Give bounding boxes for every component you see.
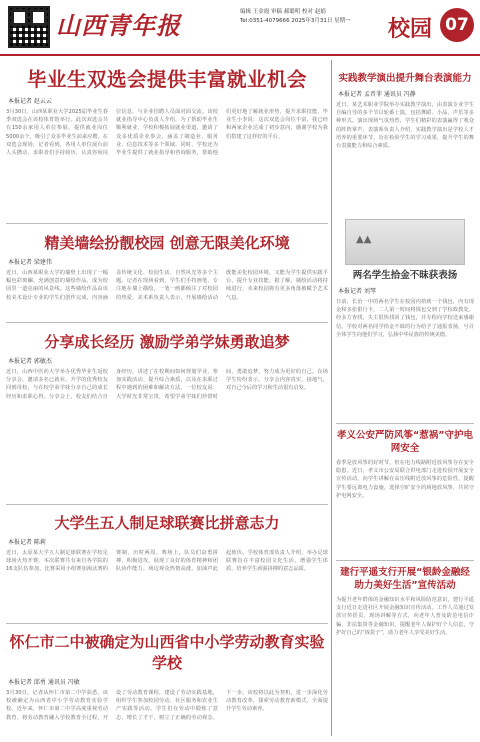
- article-byline: 本报记者 郭敏杰: [8, 358, 52, 365]
- article-body: 3月30日，记者从怀仁市第二中学获悉，该校被确定为山西省中小学劳动教育实验学校。近年来，怀仁市第二中学高度重视劳动教育，将劳动教育融入学校教育全过程，开设了劳动教育课程，建设了劳动实践基地，组织学生参加校园劳动、社区服务和农业生产实践等活动。学生们在劳动中锻炼了意志，增长了才干，树立了正确的劳动观念。下一步，该校将以此为契机，进一步深化劳动教育改革，探索劳动教育新模式，全面提升学生劳动素养。: [6, 690, 328, 721]
- article-byline: 本报记者 梁建伟: [8, 259, 52, 266]
- article-title: 怀仁市二中被确定为山西省中小学劳动教育实验学校: [9, 633, 325, 672]
- article-byline: 本报记者 邱勇 通讯员 冯敏: [8, 679, 80, 686]
- side-article-body: 近日，某艺术职业学院举办实践教学演出，由表演专业学生自编自导的多个节目轮番上演，包括舞蹈、小品、声乐等多种形式。演出现场气氛热烈，学生们精彩的表演赢得了观众的阵阵掌声。表演系负责人介绍，实践教学演出是学校人才培养的重要环节，旨在检验学生的学习成果，提升学生的舞台表演能力和综合素质。: [336, 102, 474, 150]
- side-article-3: [336, 429, 474, 555]
- article-1: [6, 64, 328, 204]
- article-body: 近日，太原某大学五人制足球联赛在学校足球场火热开赛。本次联赛共有来自各学院的16支队伍参加，比赛采用小组赛加淘汰赛的赛制，历时两周。赛场上，队员们奋勇拼搏、积极进攻，展现了良好的体育精神和团队协作能力。场边观众热情高涨，加油声此起彼伏。学校体育部负责人介绍，举办足球联赛旨在丰富校园文化生活，增强学生体质，培养学生顽强拼搏的意志品质。: [6, 550, 328, 573]
- paper-name: 山西青年报: [56, 11, 181, 40]
- side-article-byline: 本报记者 孟晋菲 通讯员 冯静: [338, 91, 416, 98]
- article-separator: [6, 504, 328, 505]
- masthead-meta: [240, 8, 390, 26]
- side-separator: [336, 423, 474, 424]
- side-article-4: [336, 566, 474, 742]
- side-column: [336, 60, 474, 742]
- article-byline: 本报记者 赵云云: [8, 98, 52, 105]
- section-name: 校园: [388, 17, 433, 42]
- article-title: 大学生五人制足球联赛比拼意志力: [54, 514, 280, 532]
- side-article-title: 实践教学演出提升舞台表演能力: [338, 73, 472, 84]
- qr-code-icon: [8, 6, 50, 48]
- article-5: [6, 631, 328, 742]
- article-title: 分享成长经历 激励学弟学妹勇敢追梦: [44, 333, 290, 351]
- side-article-body: 日前，长治一中的两名学生在校园内拾到一个钱包，内有现金和多张银行卡，二人第一时间将钱包交到了学校政教处。经多方查找，失主很快找回了钱包，并专程向学校送来感谢信。学校对两名同学拾金不昧的行为给予了通报表扬，号召全体学生向他们学习，弘扬中华民族的传统美德。: [336, 299, 474, 338]
- meta-line-1: 编辑 王金霞 审稿 郝聪明 校对 赵娟: [240, 9, 326, 15]
- side-article-byline: 本报记者 刘琴: [338, 288, 376, 295]
- article-title: 毕业生双选会提供丰富就业机会: [26, 68, 307, 91]
- article-2: [6, 232, 328, 335]
- side-article-body: 春季是放风筝的好时节，但在电力线路附近放风筝存在安全隐患。近日，孝义市公安局联合供电部门走进校园开展安全宣传活动，向学生讲解在高压线附近放风筝的危险性，提醒学生要远离电力设施，选择空旷安全的场地放风筝，共同守护电网安全。: [336, 460, 474, 499]
- side-article-title: 孝义公安严防风筝“惹祸”守护电网安全: [337, 430, 473, 454]
- news-photo: [345, 219, 465, 265]
- meta-line-2: Tel:0351-4079666 2025年3月31日 星期一: [240, 18, 351, 24]
- side-article-title: 两名学生拾金不昧获表扬: [352, 270, 458, 281]
- article-separator: [6, 623, 328, 624]
- article-byline: 本报记者 陈莉: [8, 539, 46, 546]
- masthead: [0, 0, 480, 56]
- article-title: 精美墙绘扮靓校园 创意无限美化环境: [44, 234, 290, 252]
- photo-placeholder-icon: ▲▲: [356, 234, 372, 245]
- article-body: 近日，山西某职业大学的墙壁上出现了一幅幅色彩斑斓、充满创意的墙绘作品，成为校园里一道亮丽的风景线。这些墙绘作品由该校美术设计专业的学生们创作完成，内容涵盖传统文化、校园生活、自然风光等多个主题。记者在现场看到，学生们手持画笔，专注地在墙上描绘，一笔一画都倾注了对校园的热爱。美术系负责人表示，开展墙绘活动既能美化校园环境，又能为学生提供实践平台，提升专业技能。据了解，墙绘活动将持续进行，未来校园将有更多角落被赋予艺术气息。: [6, 270, 328, 301]
- page-number: 07: [440, 8, 474, 42]
- side-article-title: 建行平遥支行开展“银龄金融经 助力美好生活”宣传活动: [340, 567, 470, 591]
- article-separator: [6, 223, 328, 224]
- side-article-2: [336, 269, 474, 418]
- article-separator: [6, 322, 328, 323]
- side-article-1: [336, 72, 474, 213]
- side-separator: [336, 560, 474, 561]
- article-4: [6, 512, 328, 631]
- article-body: 近日，山西中医药大学举办优秀毕业生返校分享会，邀请多名已就业、升学的优秀校友回到母校，与在校学弟学妹分享自己的成长经历和求职心得。分享会上，校友们结合自身经历，讲述了在校期间如何规划学业、参加实践活动、提升综合素质，以及在求职过程中遇到的困难和解决方法。一位校友说：大学时光非常宝贵，希望学弟学妹们珍惜时间，勇敢追梦，努力成为更好的自己。在场学生纷纷表示，分享会内容真实、接地气，对自己今后的学习和生活很有启发。: [6, 369, 328, 400]
- article-body: 3月30日，山西某职业大学2025届毕业生春季双选会在该校体育馆举行。此次双选会共有150余家用人单位参展，提供就业岗位5000余个，吸引了众多毕业生前来应聘。在双选会现场，记者看到，各用人单位展台前人头攒动，求职者们手持简历，认真咨询岗位信息，与企业招聘人员面对面交流。该校就业指导中心负责人介绍，为了帮助毕业生顺利就业，学校积极拓展就业渠道，邀请了众多优质企业参会，涵盖了制造业、服务业、信息技术等多个领域。同时，学校还为毕业生提供了就业指导和咨询服务，帮助他们更好地了解就业形势，提升求职技能。毕业生小李说：这次双选会岗位丰富，我已经和两家企业达成了初步意向，感谢学校为我们搭建了这样好的平台。: [6, 109, 328, 157]
- side-article-body: 为提升老年群体的金融知识水平和风险防范意识，建行平遥支行近日走进社区开展金融知识宣传活动。工作人员通过发放宣传折页、现场讲解等方式，向老年人普及防范电信诈骗、非法集资等金融知识，提醒老年人保护好个人信息，守护好自己的“钱袋子”，助力老年人享受美好生活。: [336, 597, 474, 636]
- article-3: [6, 331, 328, 516]
- column-divider: [331, 60, 332, 736]
